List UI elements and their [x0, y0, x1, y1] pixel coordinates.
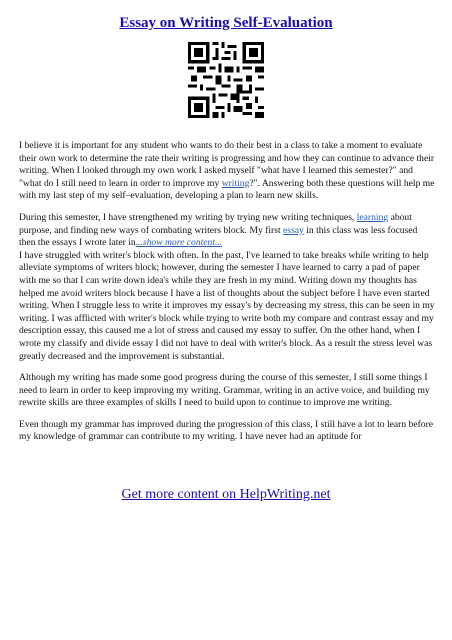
link-learning[interactable]: learning — [356, 211, 389, 223]
link-writing[interactable]: writing — [221, 177, 250, 189]
paragraph-progress: Although my writing has made some good progress during the course of this semester, I still some things I need to learn in order to keep improving my writing. Grammar, writing in an active voice, and building my rewrite skills are three examples of skills I need to build upon to continue to improve me writing. — [19, 372, 430, 409]
qr-code-image — [188, 42, 264, 118]
paragraph-intro — [19, 140, 435, 203]
paragraph-semester-text-c: in this class was less focused then the essays I wrote later in — [19, 224, 418, 249]
essay-body — [19, 140, 435, 453]
paragraph-semester-text-b: about purpose, and finding new ways of combating writers block. My first — [19, 211, 412, 236]
paragraph-semester — [19, 212, 435, 250]
get-more-content-link[interactable]: Get more content on HelpWriting.net — [121, 487, 331, 502]
paragraph-grammar: Even though my grammar has improved during the progression of this class, I still have a lot to learn before my knowledge of grammar can contribute to my writing. I have never had an aptitude for — [19, 418, 434, 443]
paragraph-intro-end: ?". Answering both these questions will help me with my last step of my self–evaluation, developing a plan to learn new skills. — [19, 177, 435, 202]
paragraph-writers-block: I have struggled with writer's block with often. In the past, I've learned to take breaks while writing to help alleviate symptoms of writers block; however, during the semester I have learned to carry a pad of paper with me so that I can write down idea's while they are fresh in my mind. Writing down my thoughts has helped me avoid writers block because I have a list of thoughts about the subject before I have even started writing. When I struggle less to write it improves my essay's by decreasing my stress, this can be seen in my writing. I was afflicted with writer's block while trying to write both my compare and contrast essay and my description essay, this caused me a lot of stress and caused my essay to suffer. On the other hand, when I wrote my classify and divide essay I did not have to deal with writer's block. As a result the stress level was greatly decreased and the improvement is substantial. — [19, 249, 435, 362]
cta-container — [0, 486, 452, 504]
paragraph-intro-text: I believe it is important for any student who wants to do their best in a class to take a moment to evaluate their own work to determine the rate their writing is progressing and how they can continue to advance their writing. When I looked through my own work I asked myself "what have I learned this semester?" and "what do I still need to learn in order to improve my — [19, 140, 435, 189]
link-essay[interactable]: essay — [283, 224, 304, 236]
show-more-link[interactable]: ...show more content... — [135, 237, 223, 249]
document-title: Essay on Writing Self-Evaluation — [119, 15, 333, 31]
paragraph-semester-text-a: During this semester, I have strengthened my writing by trying new writing techniques, — [19, 211, 357, 223]
